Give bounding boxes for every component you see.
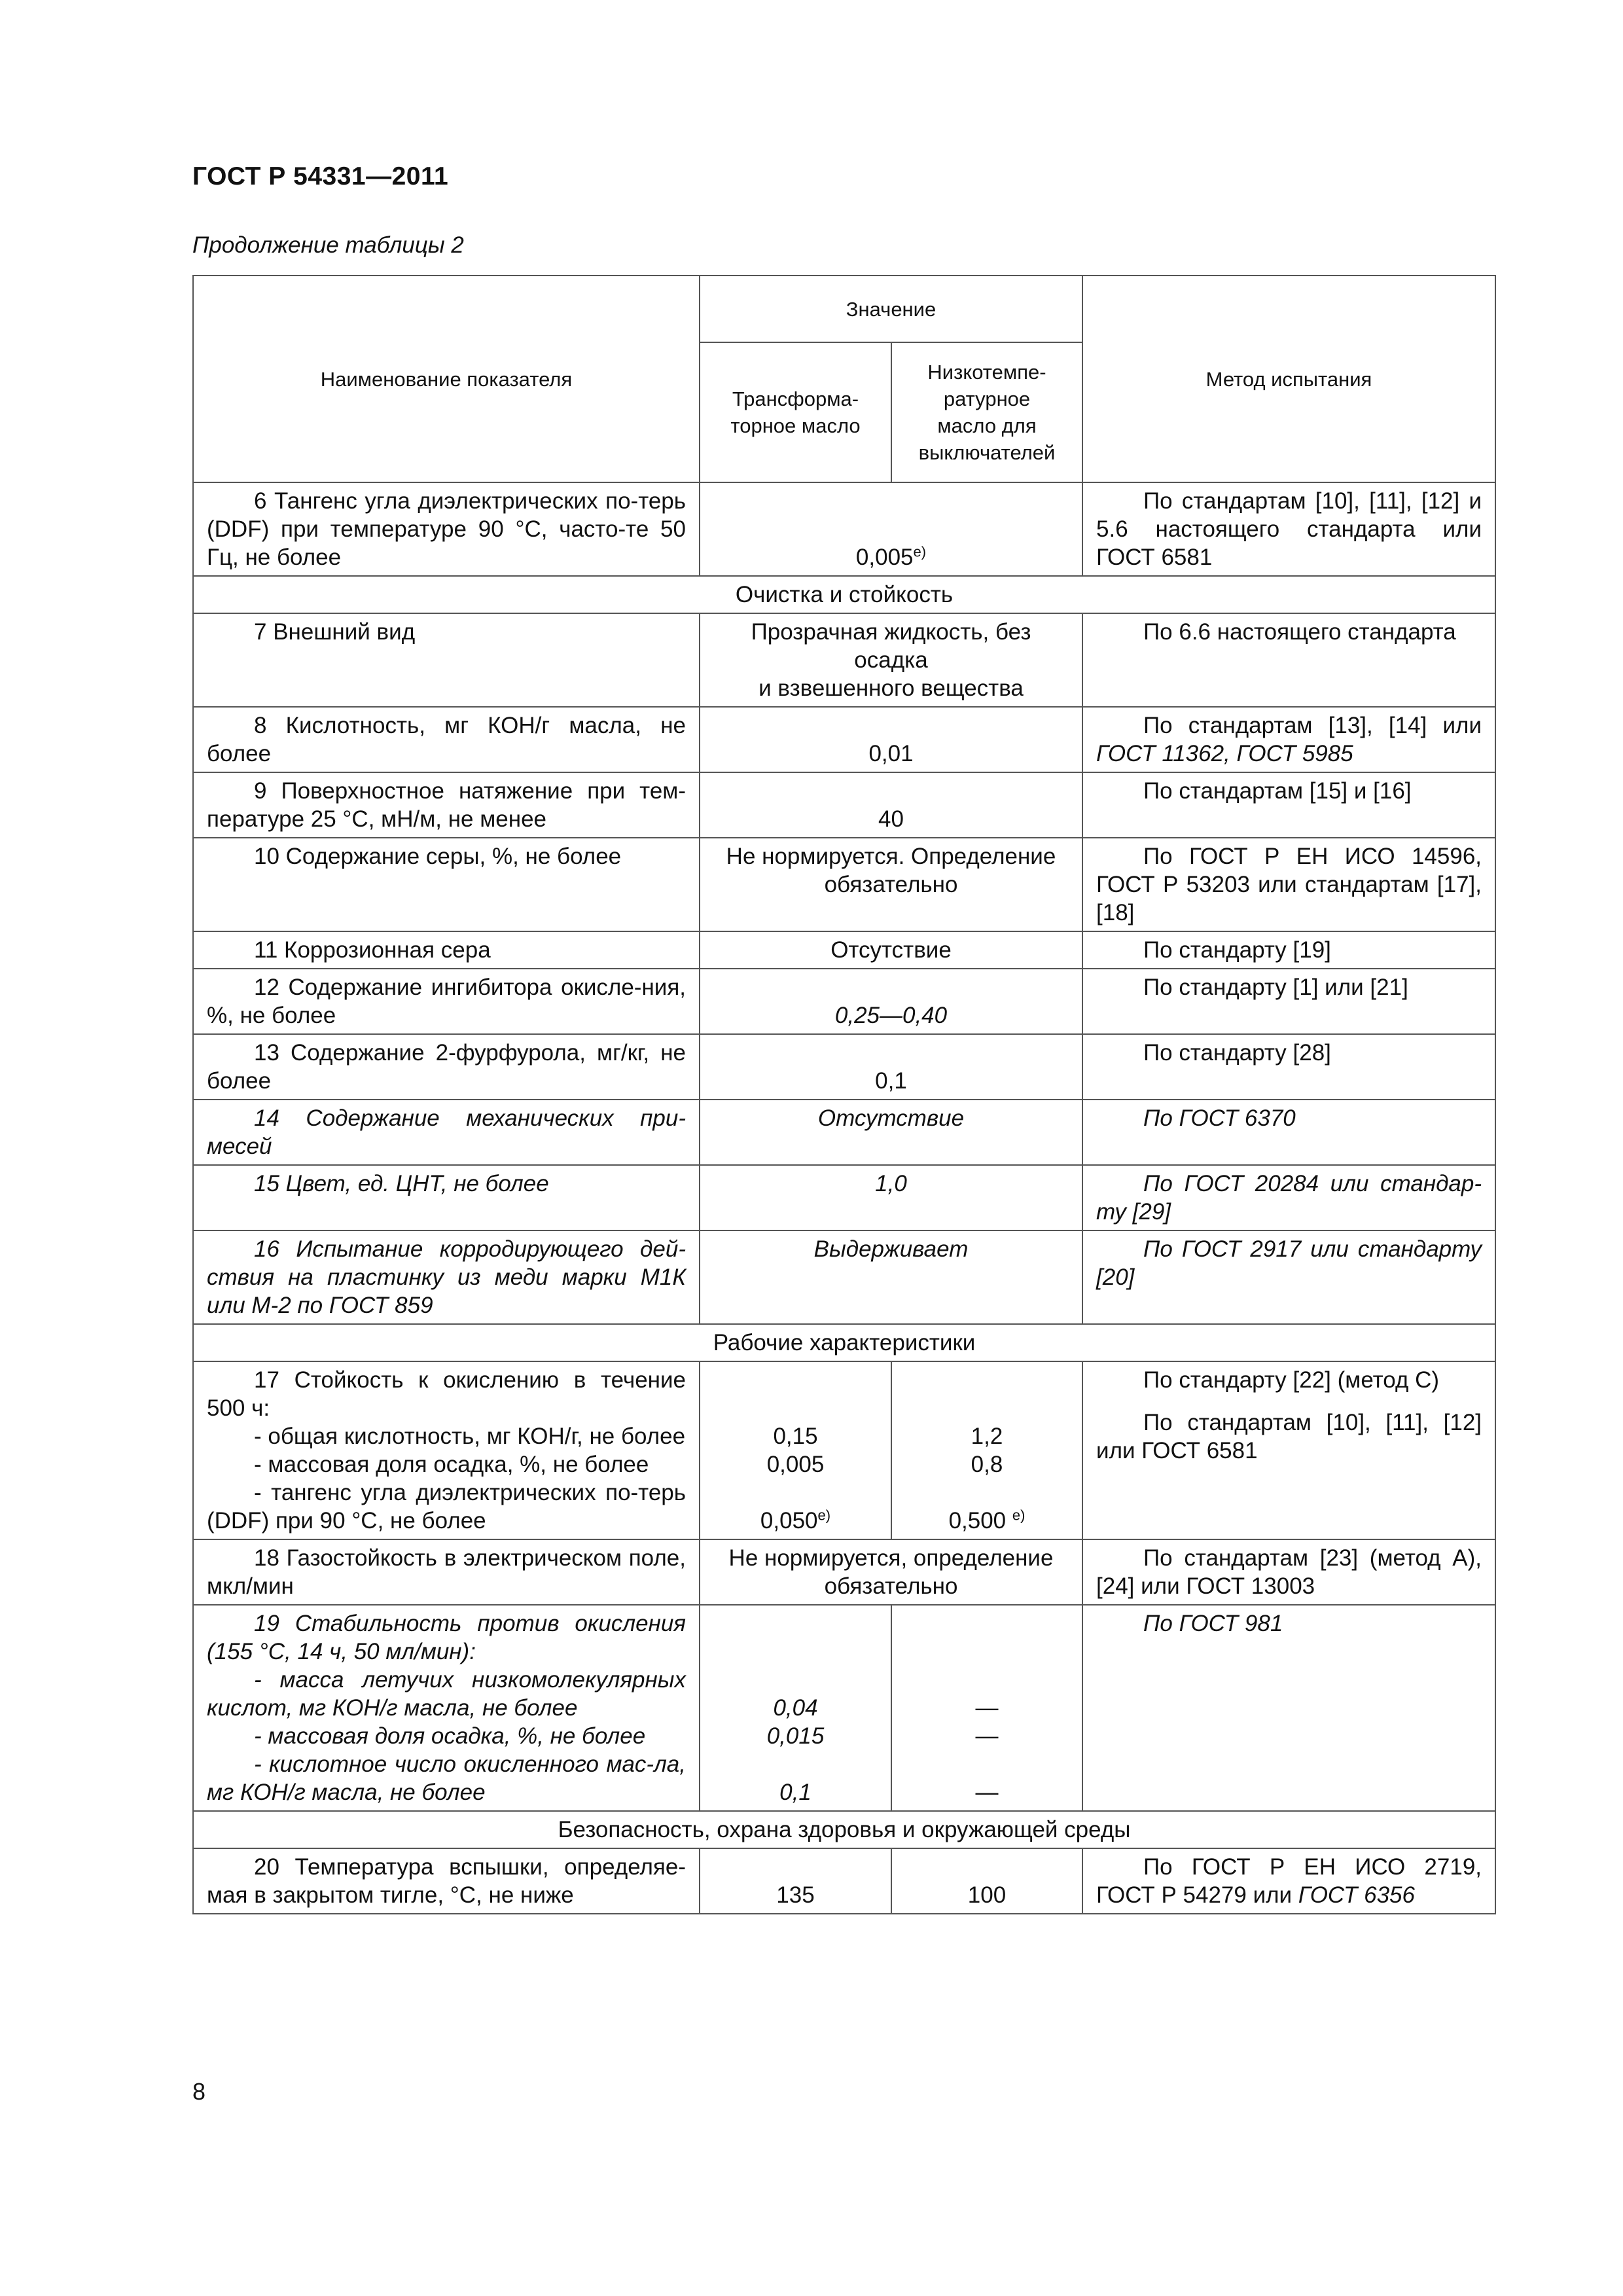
row20-value-low-temp: 100 [891, 1848, 1082, 1914]
section-row [193, 576, 1495, 613]
row8-value: 0,01 [700, 707, 1082, 772]
row6-name: 6 Тангенс угла диэлектрических по-терь (DDF) при температуре 90 °С, часто-те 50 Гц, не более [193, 482, 700, 576]
row7-name: 7 Внешний вид [193, 613, 700, 707]
section-title-safety: Безопасность, охрана здоровья и окружающей среды [193, 1811, 1495, 1848]
row9-name: 9 Поверхностное натяжение при тем-пературе 25 °С, мН/м, не менее [193, 772, 700, 838]
row6-value: $0,005^{е)}$ [700, 482, 1082, 576]
row15-name: 15 Цвет, ед. ЦНТ, не более [193, 1165, 700, 1230]
row16-name: 16 Испытание корродирующего дей-ствия на пластинку из меди марки М1К или М-2 по ГОСТ 859 [193, 1230, 700, 1324]
page-number: 8 [192, 2078, 206, 2105]
section-title-performance: Рабочие характеристики [193, 1324, 1495, 1361]
row20-name: 20 Температура вспышки, определяе-мая в закрытом тигле, °С, не ниже [193, 1848, 700, 1914]
row9-value: 40 [700, 772, 1082, 838]
table-caption: Продолжение таблицы 2 [192, 232, 464, 258]
table-row [193, 772, 1495, 838]
row10-value: Не нормируется. Определение обязательно [700, 838, 1082, 931]
table-row [193, 1848, 1495, 1914]
table-row [193, 613, 1495, 707]
row6-method: По стандартам [10], [11], [12] и 5.6 настоящего стандарта или ГОСТ 6581 [1082, 482, 1495, 576]
row10-method: По ГОСТ Р ЕН ИСО 14596, ГОСТ Р 53203 или стандартам [17], [18] [1082, 838, 1495, 931]
row13-method: По стандарту [28] [1082, 1034, 1495, 1100]
row19-value-low-temp: — — — [891, 1605, 1082, 1811]
header-transformer-oil: Трансформа- торное масло [700, 342, 891, 482]
row17-value-transformer: 0,15 0,005 $0,050^{е)}$ [700, 1361, 891, 1539]
row19-name: 19 Стабильность против окисления (155 °С, 14 ч, 50 мл/мин): - масса летучих низкомолекулярных кислот, мг КОН/г масла, не более - массовая доля осадка, %, не более - кислотное число окисленного мас-ла, мг КОН/г масла, не более [193, 1605, 700, 1811]
row19-value-transformer: 0,04 0,015 0,1 [700, 1605, 891, 1811]
table-row [193, 1539, 1495, 1605]
table-header-row [193, 276, 1495, 342]
row19-method: По ГОСТ 981 [1082, 1605, 1495, 1811]
header-low-temp-oil: Низкотемпе- ратурное масло для выключателей [891, 342, 1082, 482]
section-row [193, 1324, 1495, 1361]
row16-method: По ГОСТ 2917 или стандарту [20] [1082, 1230, 1495, 1324]
table-row [193, 482, 1495, 576]
table-row [193, 1100, 1495, 1165]
table-row [193, 1230, 1495, 1324]
row13-name: 13 Содержание 2-фурфурола, мг/кг, не более [193, 1034, 700, 1100]
header-method: Метод испытания [1082, 276, 1495, 482]
row14-method: По ГОСТ 6370 [1082, 1100, 1495, 1165]
table-row [193, 1034, 1495, 1100]
row9-method: По стандартам [15] и [16] [1082, 772, 1495, 838]
row11-name: 11 Коррозионная сера [193, 931, 700, 969]
row15-value: 1,0 [700, 1165, 1082, 1230]
row12-name: 12 Содержание ингибитора окисле-ния, %, не более [193, 969, 700, 1034]
row12-value: 0,25—0,40 [700, 969, 1082, 1034]
row20-method: По ГОСТ Р ЕН ИСО 2719, ГОСТ Р 54279 или ГОСТ 6356 [1082, 1848, 1495, 1914]
row16-value: Выдерживает [700, 1230, 1082, 1324]
row8-name: 8 Кислотность, мг КОН/г масла, не более [193, 707, 700, 772]
row12-method: По стандарту [1] или [21] [1082, 969, 1495, 1034]
row17-value-low-temp: 1,2 0,8 0,500 $^{е)}$ [891, 1361, 1082, 1539]
row11-method: По стандарту [19] [1082, 931, 1495, 969]
row18-name: 18 Газостойкость в электрическом поле, мкл/мин [193, 1539, 700, 1605]
row18-value: Не нормируется, определение обязательно [700, 1539, 1082, 1605]
section-row [193, 1811, 1495, 1848]
header-value: Значение [700, 276, 1082, 342]
row11-value: Отсутствие [700, 931, 1082, 969]
table-row [193, 1361, 1495, 1539]
table-row [193, 1165, 1495, 1230]
row13-value: 0,1 [700, 1034, 1082, 1100]
header-name: Наименование показателя [193, 276, 700, 482]
section-title-cleaning: Очистка и стойкость [193, 576, 1495, 613]
row15-method: По ГОСТ 20284 или стандар-ту [29] [1082, 1165, 1495, 1230]
table-row [193, 1605, 1495, 1811]
row7-value: Прозрачная жидкость, без осадка и взвешенного вещества [700, 613, 1082, 707]
row7-method: По 6.6 настоящего стандарта [1082, 613, 1495, 707]
row14-name: 14 Содержание механических при-месей [193, 1100, 700, 1165]
row8-method: По стандартам [13], [14] или ГОСТ 11362, ГОСТ 5985 [1082, 707, 1495, 772]
table-row [193, 969, 1495, 1034]
row17-method: По стандарту [22] (метод С) По стандартам [10], [11], [12] или ГОСТ 6581 [1082, 1361, 1495, 1539]
row20-value-transformer: 135 [700, 1848, 891, 1914]
row10-name: 10 Содержание серы, %, не более [193, 838, 700, 931]
table-row [193, 838, 1495, 931]
row14-value: Отсутствие [700, 1100, 1082, 1165]
row17-name: 17 Стойкость к окислению в течение 500 ч: - общая кислотность, мг КОН/г, не более - массовая доля осадка, %, не более - тангенс угла диэлектрических по-терь (DDF) при 90 °С, не более [193, 1361, 700, 1539]
document-header: ГОСТ Р 54331—2011 [192, 162, 449, 190]
row18-method: По стандартам [23] (метод А), [24] или ГОСТ 13003 [1082, 1539, 1495, 1605]
table-row [193, 707, 1495, 772]
table-row [193, 931, 1495, 969]
specification-table [192, 275, 1496, 1914]
